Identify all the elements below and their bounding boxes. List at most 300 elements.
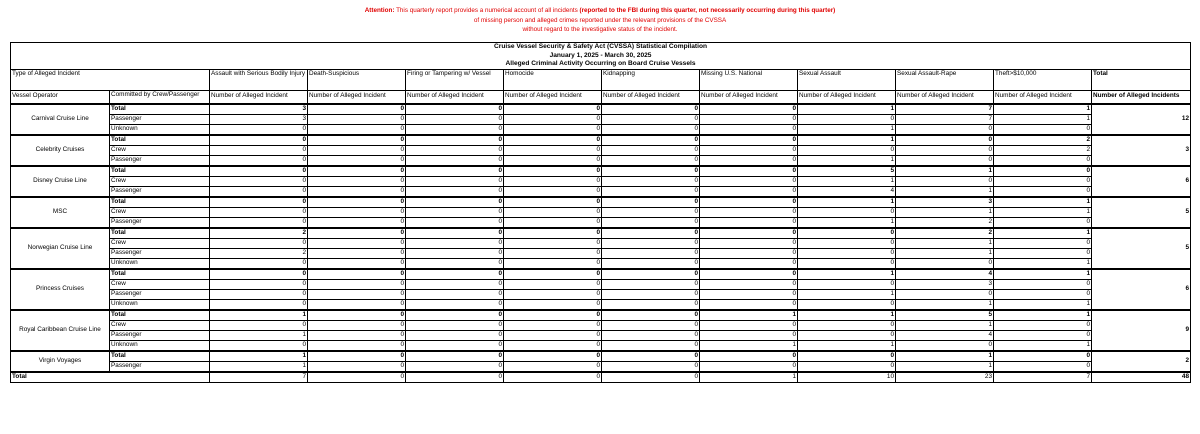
table-row: [11, 197, 1191, 208]
incident-count: 0: [308, 217, 406, 228]
incident-count: 3: [210, 104, 308, 115]
incident-count: 0: [700, 238, 798, 248]
incident-count: 0: [406, 166, 504, 177]
incident-count: 0: [994, 217, 1092, 228]
incident-count: 0: [308, 166, 406, 177]
incident-count: 2: [994, 145, 1092, 155]
incident-count: 0: [504, 217, 602, 228]
incident-count: 0: [700, 135, 798, 146]
committed-by-value: Total: [110, 228, 210, 239]
incident-count: 0: [700, 124, 798, 135]
incident-count: 0: [602, 299, 700, 310]
incident-count: 0: [602, 186, 700, 197]
incident-count: 0: [504, 310, 602, 321]
incident-count: 1: [798, 310, 896, 321]
vessel-operator-name: Carnival Cruise Line: [11, 104, 110, 135]
category-header: Homocide: [504, 69, 602, 90]
grand-total-count: 23: [896, 372, 994, 383]
incident-count: 0: [406, 310, 504, 321]
incident-count: 0: [798, 320, 896, 330]
committed-by-value: Unknown: [110, 258, 210, 269]
incident-count: 1: [798, 217, 896, 228]
incident-count: 0: [210, 197, 308, 208]
incident-count: 0: [896, 124, 994, 135]
incident-count: 0: [700, 155, 798, 166]
incident-count: 0: [308, 330, 406, 340]
vessel-operator-name: Virgin Voyages: [11, 351, 110, 372]
committed-by-value: Crew: [110, 238, 210, 248]
incident-count: 0: [308, 124, 406, 135]
category-header: Missing U.S. National: [700, 69, 798, 90]
incident-count: 0: [406, 289, 504, 299]
grand-total-count: 0: [504, 372, 602, 383]
incident-count: 0: [798, 238, 896, 248]
table-row: [11, 217, 1191, 228]
table-row: [11, 114, 1191, 124]
incident-count: 0: [798, 351, 896, 362]
operator-total: 3: [1092, 135, 1191, 166]
incident-count: 0: [406, 114, 504, 124]
attention-label: Attention:: [364, 7, 395, 14]
committed-by-value: Passenger: [110, 361, 210, 372]
incident-count: 0: [896, 145, 994, 155]
incident-count: 0: [700, 351, 798, 362]
incident-count: 4: [896, 269, 994, 280]
incident-count: 1: [994, 104, 1092, 115]
incident-count: 1: [896, 361, 994, 372]
grand-total-label: Total: [11, 372, 210, 383]
total-count-label: Number of Alleged Incidents: [1092, 90, 1191, 104]
incident-count: 0: [504, 176, 602, 186]
incident-count: 0: [308, 299, 406, 310]
incident-count: 0: [602, 114, 700, 124]
incident-count: 0: [504, 145, 602, 155]
incident-count: 0: [504, 351, 602, 362]
incident-count: 1: [798, 269, 896, 280]
category-header: Assault with Serious Bodily Injury: [210, 69, 308, 90]
incident-count: 0: [210, 145, 308, 155]
operator-total: 12: [1092, 104, 1191, 135]
incident-count: 0: [700, 269, 798, 280]
incident-count: 0: [602, 217, 700, 228]
incident-count: 0: [798, 361, 896, 372]
incident-count: 0: [406, 104, 504, 115]
incident-count: 0: [798, 258, 896, 269]
incident-count: 0: [406, 258, 504, 269]
grand-total-count: 1: [700, 372, 798, 383]
incident-count: 0: [308, 320, 406, 330]
incident-count: 1: [210, 330, 308, 340]
incident-count: 0: [798, 279, 896, 289]
operator-total: 5: [1092, 197, 1191, 228]
incident-count: 0: [406, 340, 504, 351]
incident-count: 0: [210, 176, 308, 186]
incident-count: 1: [798, 197, 896, 208]
incident-count: 0: [700, 217, 798, 228]
incident-count: 0: [210, 238, 308, 248]
incident-count: 0: [504, 114, 602, 124]
incident-count: 0: [504, 320, 602, 330]
incident-count: 0: [602, 361, 700, 372]
incident-count: 0: [798, 207, 896, 217]
incident-count: 0: [308, 351, 406, 362]
incident-count: 0: [700, 104, 798, 115]
incident-count: 1: [798, 340, 896, 351]
incident-count: 0: [504, 279, 602, 289]
incident-count: 0: [700, 197, 798, 208]
incident-count: 0: [308, 135, 406, 146]
table-row: [11, 238, 1191, 248]
incident-count: 1: [896, 166, 994, 177]
incident-count: 0: [210, 289, 308, 299]
incident-count: 0: [700, 258, 798, 269]
type-of-incident-label: Type of Alleged Incident: [11, 69, 210, 90]
incident-count: 0: [504, 289, 602, 299]
count-label: Number of Alleged Incident: [602, 90, 700, 104]
grand-total-count: 7: [210, 372, 308, 383]
incident-count: 0: [504, 258, 602, 269]
count-label: Number of Alleged Incident: [210, 90, 308, 104]
incident-count: 0: [308, 258, 406, 269]
incident-count: 0: [504, 238, 602, 248]
table-row: [11, 279, 1191, 289]
incident-count: 0: [210, 155, 308, 166]
table-row: [11, 207, 1191, 217]
incident-count: 1: [798, 176, 896, 186]
incident-count: 0: [406, 217, 504, 228]
incident-count: 0: [700, 289, 798, 299]
grand-total-value: 48: [1092, 372, 1191, 383]
incident-count: 1: [210, 310, 308, 321]
incident-count: 0: [896, 258, 994, 269]
incident-count: 0: [504, 248, 602, 258]
incident-count: 0: [602, 176, 700, 186]
incident-count: 0: [602, 145, 700, 155]
attention-line-3: without regard to the investigative status of the incident.: [522, 26, 678, 33]
incident-count: 0: [308, 176, 406, 186]
incident-count: 0: [896, 176, 994, 186]
incident-count: 0: [700, 207, 798, 217]
incident-count: 0: [602, 310, 700, 321]
incident-count: 0: [700, 330, 798, 340]
table-row: [11, 269, 1191, 280]
incident-count: 1: [896, 248, 994, 258]
incident-count: 0: [504, 340, 602, 351]
incident-count: 0: [210, 279, 308, 289]
committed-by-value: Passenger: [110, 186, 210, 197]
incident-count: 0: [308, 238, 406, 248]
incident-count: 0: [308, 310, 406, 321]
incident-count: 0: [994, 289, 1092, 299]
incident-count: 0: [504, 330, 602, 340]
total-column-header: Total: [1092, 69, 1191, 90]
incident-count: 5: [798, 166, 896, 177]
incident-count: 0: [406, 176, 504, 186]
operator-total: 9: [1092, 310, 1191, 351]
incident-count: 2: [896, 228, 994, 239]
category-header: Sexual Assault: [798, 69, 896, 90]
incident-count: 0: [798, 330, 896, 340]
table-row: [11, 310, 1191, 321]
attention-notice: [0, 0, 1200, 32]
count-label: Number of Alleged Incident: [504, 90, 602, 104]
incident-count: 0: [602, 269, 700, 280]
incident-count: 0: [210, 258, 308, 269]
incident-count: 1: [798, 155, 896, 166]
committed-by-value: Crew: [110, 176, 210, 186]
incident-count: 0: [504, 135, 602, 146]
incident-count: 0: [210, 124, 308, 135]
incident-count: 0: [406, 197, 504, 208]
incident-count: 0: [406, 351, 504, 362]
grand-total-count: 10: [798, 372, 896, 383]
incident-count: 0: [406, 238, 504, 248]
incident-count: 4: [798, 186, 896, 197]
table-row: [11, 320, 1191, 330]
incident-count: 0: [504, 361, 602, 372]
incident-count: 0: [994, 186, 1092, 197]
incident-count: 0: [308, 361, 406, 372]
incident-count: 0: [700, 166, 798, 177]
committed-by-value: Passenger: [110, 248, 210, 258]
incident-count: 1: [798, 289, 896, 299]
incident-count: 0: [308, 269, 406, 280]
grand-total-count: 0: [406, 372, 504, 383]
incident-count: 0: [308, 289, 406, 299]
incident-count: 0: [406, 155, 504, 166]
incident-count: 1: [798, 124, 896, 135]
incident-count: 1: [798, 135, 896, 146]
incident-count: 0: [308, 279, 406, 289]
operator-total: 2: [1092, 351, 1191, 372]
incident-count: 1: [994, 340, 1092, 351]
incident-count: 0: [798, 248, 896, 258]
category-header: Death-Suspicious: [308, 69, 406, 90]
grand-total-count: 0: [308, 372, 406, 383]
incident-count: 0: [602, 279, 700, 289]
incident-count: 0: [994, 155, 1092, 166]
incident-count: 0: [700, 320, 798, 330]
incident-count: 0: [602, 330, 700, 340]
committed-by-value: Unknown: [110, 299, 210, 310]
incident-count: 3: [896, 279, 994, 289]
incident-count: 0: [406, 186, 504, 197]
committed-by-value: Total: [110, 351, 210, 362]
incident-count: 0: [994, 361, 1092, 372]
incident-count: 0: [504, 186, 602, 197]
grand-total-row: [11, 372, 1191, 383]
vessel-operator-name: MSC: [11, 197, 110, 228]
incident-count: 2: [994, 135, 1092, 146]
table-row: [11, 330, 1191, 340]
incident-count: 0: [308, 104, 406, 115]
committed-by-label: Committed by Crew/Passenger: [110, 90, 210, 104]
table-row: [11, 228, 1191, 239]
incident-count: 0: [504, 299, 602, 310]
committed-by-value: Unknown: [110, 124, 210, 135]
operator-total: 6: [1092, 166, 1191, 197]
count-label: Number of Alleged Incident: [798, 90, 896, 104]
operator-total: 6: [1092, 269, 1191, 310]
incident-count: 0: [602, 248, 700, 258]
committed-by-value: Passenger: [110, 155, 210, 166]
incident-count: 0: [896, 155, 994, 166]
table-row: [11, 135, 1191, 146]
incident-count: 0: [602, 197, 700, 208]
incident-count: 0: [504, 269, 602, 280]
incident-count: 0: [406, 279, 504, 289]
incident-count: 0: [798, 299, 896, 310]
committed-by-value: Crew: [110, 279, 210, 289]
incident-count: 0: [210, 186, 308, 197]
incident-count: 0: [308, 155, 406, 166]
incident-count: 0: [406, 299, 504, 310]
incident-count: 0: [700, 299, 798, 310]
incident-count: 0: [896, 289, 994, 299]
incident-count: 0: [700, 248, 798, 258]
committed-by-value: Total: [110, 166, 210, 177]
count-label: Number of Alleged Incident: [994, 90, 1092, 104]
table-row: [11, 104, 1191, 115]
count-label: Number of Alleged Incident: [406, 90, 504, 104]
incident-count: 1: [896, 299, 994, 310]
incident-count: 0: [308, 340, 406, 351]
incident-count: 0: [308, 114, 406, 124]
incident-count: 1: [994, 258, 1092, 269]
count-label: Number of Alleged Incident: [308, 90, 406, 104]
incident-count: 0: [406, 135, 504, 146]
incident-count: 0: [602, 258, 700, 269]
incident-count: 0: [994, 166, 1092, 177]
incident-count: 0: [406, 145, 504, 155]
incident-count: 0: [504, 166, 602, 177]
incident-count: 2: [210, 248, 308, 258]
incident-count: 0: [210, 207, 308, 217]
incident-count: 2: [210, 228, 308, 239]
incident-count: 1: [700, 340, 798, 351]
incident-count: 5: [896, 310, 994, 321]
table-row: [11, 258, 1191, 269]
incident-count: 0: [896, 340, 994, 351]
incident-count: 1: [994, 299, 1092, 310]
committed-by-value: Crew: [110, 207, 210, 217]
incident-count: 0: [210, 217, 308, 228]
incident-count: 0: [308, 197, 406, 208]
grand-total-count: 0: [602, 372, 700, 383]
incident-count: 1: [896, 238, 994, 248]
table-row: [11, 176, 1191, 186]
incident-count: 0: [406, 207, 504, 217]
committed-by-value: Passenger: [110, 289, 210, 299]
count-label: Number of Alleged Incident: [700, 90, 798, 104]
incident-count: 7: [896, 104, 994, 115]
incident-count: 1: [896, 351, 994, 362]
vessel-operator-name: Celebrity Cruises: [11, 135, 110, 166]
committed-by-value: Passenger: [110, 330, 210, 340]
incident-count: 0: [602, 238, 700, 248]
incident-count: 0: [504, 124, 602, 135]
vessel-operator-label: Vessel Operator: [11, 90, 110, 104]
incident-count: 0: [406, 248, 504, 258]
incident-count: 0: [896, 135, 994, 146]
incident-count: 0: [798, 114, 896, 124]
category-header: Theft>$10,000: [994, 69, 1092, 90]
committed-by-value: Total: [110, 310, 210, 321]
incident-count: 0: [210, 320, 308, 330]
category-header: Kidnapping: [602, 69, 700, 90]
committed-by-value: Crew: [110, 320, 210, 330]
vessel-operator-name: Disney Cruise Line: [11, 166, 110, 197]
title-line-1: Cruise Vessel Security & Safety Act (CVSSA) Statistical Compilation: [494, 43, 708, 50]
incident-count: 0: [406, 228, 504, 239]
table-row: [11, 361, 1191, 372]
incident-count: 0: [504, 104, 602, 115]
incident-count: 0: [602, 135, 700, 146]
incident-count: 3: [210, 114, 308, 124]
incident-count: 0: [210, 166, 308, 177]
committed-by-value: Total: [110, 104, 210, 115]
grand-total-count: 7: [994, 372, 1092, 383]
incident-count: 1: [896, 320, 994, 330]
incident-count: 0: [798, 228, 896, 239]
incident-count: 0: [406, 320, 504, 330]
incident-count: 0: [994, 176, 1092, 186]
incident-count: 0: [406, 124, 504, 135]
incident-count: 0: [504, 197, 602, 208]
incident-count: 1: [896, 207, 994, 217]
incident-count: 0: [602, 155, 700, 166]
incident-count: 0: [700, 279, 798, 289]
committed-by-value: Total: [110, 197, 210, 208]
incident-count: 0: [700, 186, 798, 197]
table-row: [11, 145, 1191, 155]
incident-count: 0: [602, 340, 700, 351]
table-row: [11, 289, 1191, 299]
incident-count: 3: [896, 197, 994, 208]
incident-count: 1: [210, 351, 308, 362]
incident-count: 0: [504, 207, 602, 217]
incident-count: 0: [308, 248, 406, 258]
incident-count: 0: [308, 207, 406, 217]
incident-count: 1: [700, 310, 798, 321]
attention-line-2: of missing person and alleged crimes reported under the relevant provisions of the CVSSA: [473, 16, 727, 24]
title-line-2: January 1, 2025 - March 30, 2025: [549, 51, 652, 59]
table-row: [11, 124, 1191, 135]
incident-count: 1: [994, 114, 1092, 124]
incident-count: 0: [602, 351, 700, 362]
table-row: [11, 299, 1191, 310]
incident-count: 0: [994, 320, 1092, 330]
vessel-operator-name: Princess Cruises: [11, 269, 110, 310]
incident-count: 1: [896, 186, 994, 197]
incident-count: 0: [602, 104, 700, 115]
incident-count: 0: [994, 124, 1092, 135]
incident-count: 0: [798, 145, 896, 155]
incident-count: 1: [994, 310, 1092, 321]
incident-count: 1: [994, 228, 1092, 239]
incident-count: 0: [308, 145, 406, 155]
category-header: Firing or Tampering w/ Vessel: [406, 69, 504, 90]
incident-count: 2: [896, 217, 994, 228]
incident-count: 0: [210, 135, 308, 146]
incident-count: 0: [700, 176, 798, 186]
incident-count: 0: [210, 299, 308, 310]
table-row: [11, 248, 1191, 258]
operator-total: 5: [1092, 228, 1191, 269]
incident-count: 4: [896, 330, 994, 340]
cvssa-statistics-table: [10, 42, 1191, 383]
incident-count: 0: [210, 340, 308, 351]
